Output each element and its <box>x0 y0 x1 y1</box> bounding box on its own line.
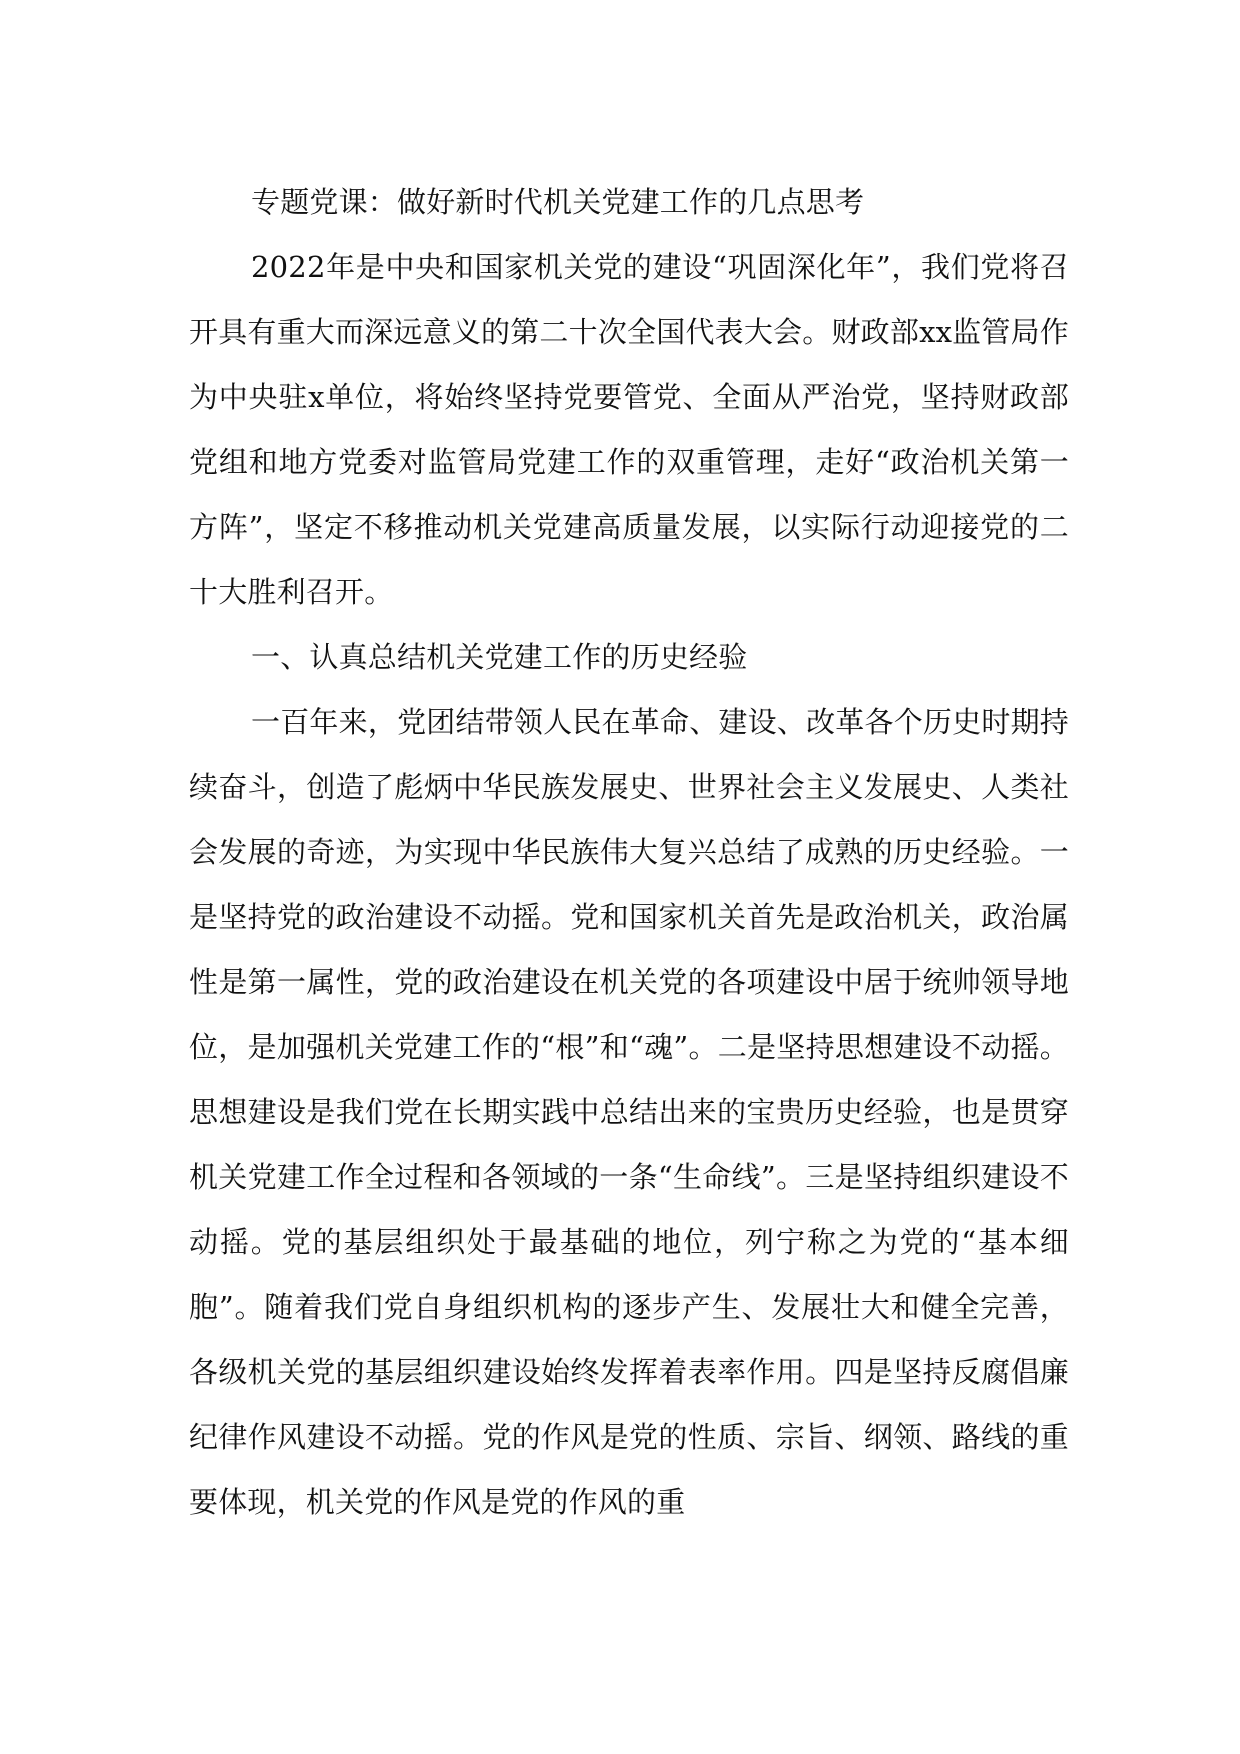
section-paragraph: 一百年来，党团结带领人民在革命、建设、改革各个历史时期持续奋斗，创造了彪炳中华民族发展史、世界社会主义发展史、人类社会发展的奇迹，为实现中华民族伟大复兴总结了成熟的历史经验。一是坚持党的政治建设不动摇。党和国家机关首先是政治机关，政治属性是第一属性，党的政治建设在机关党的各项建设中居于统帅领导地位，是加强机关党建工作的“根”和“魂”。二是坚持思想建设不动摇。思想建设是我们党在长期实践中总结出来的宝贵历史经验，也是贯穿机关党建工作全过程和各领域的一条“生命线”。三是坚持组织建设不动摇。党的基层组织处于最基础的地位，列宁称之为党的“基本细胞”。随着我们党自身组织机构的逐步产生、发展壮大和健全完善，各级机关党的基层组织建设始终发挥着表率作用。四是坚持反腐倡廉纪律作风建设不动摇。党的作风是党的性质、宗旨、纲领、路线的重要体现，机关党的作风是党的作风的重 <box>189 705 1069 1519</box>
document-title: 专题党课：做好新时代机关党建工作的几点思考 <box>251 185 865 219</box>
document-body <box>189 170 1069 1535</box>
intro-paragraph: 2022年是中央和国家机关党的建设“巩固深化年”，我们党将召开具有重大而深远意义的第二十次全国代表大会。财政部xx监管局作为中央驻x单位，将始终坚持党要管党、全面从严治党，坚持财政部党组和地方党委对监管局党建工作的双重管理，走好“政治机关第一方阵”，坚定不移推动机关党建高质量发展，以实际行动迎接党的二十大胜利召开。 <box>189 250 1069 609</box>
section-heading: 一、认真总结机关党建工作的历史经验 <box>251 640 748 674</box>
